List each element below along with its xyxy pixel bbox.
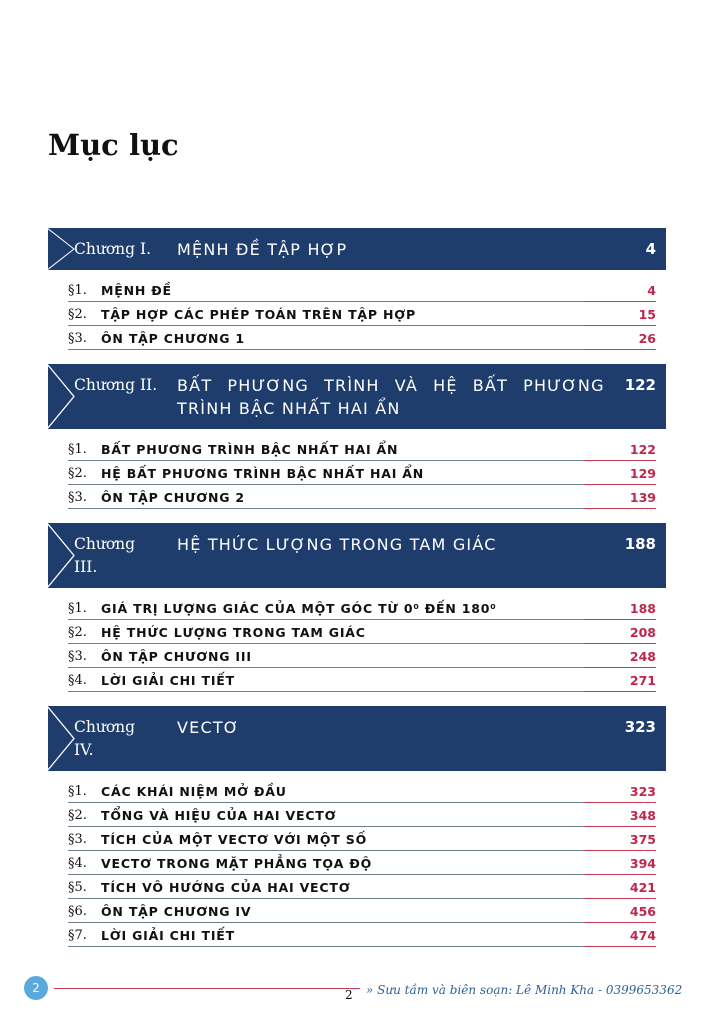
- section-title: MỆNH ĐỀ: [101, 283, 172, 298]
- section-entry[interactable]: [68, 620, 656, 644]
- page-title: Mục lục: [48, 128, 179, 162]
- section-entry[interactable]: [68, 875, 656, 899]
- section-page: 271: [629, 673, 656, 688]
- section-page: 421: [629, 880, 656, 895]
- section-number: §3.: [68, 649, 87, 664]
- chevron-right-icon: [48, 228, 76, 270]
- section-page: 122: [629, 442, 656, 457]
- footer-credit: » Sưu tầm và biên soạn: Lê Minh Kha - 0399653362: [366, 983, 683, 997]
- section-title: ÔN TẬP CHƯƠNG IV: [101, 904, 252, 919]
- section-page: 15: [638, 307, 656, 322]
- section-entry[interactable]: [68, 326, 656, 350]
- section-entry[interactable]: [68, 779, 656, 803]
- chapter-page: 4: [645, 240, 656, 258]
- section-entry[interactable]: [68, 668, 656, 692]
- footer-divider: [54, 988, 360, 989]
- section-page: 139: [629, 490, 656, 505]
- chapter-block: [48, 523, 666, 692]
- section-entry[interactable]: [68, 899, 656, 923]
- chapter-block: [48, 364, 666, 509]
- section-entry[interactable]: [68, 302, 656, 326]
- section-entry[interactable]: [68, 803, 656, 827]
- section-page: 188: [629, 601, 656, 616]
- chapter-page: 188: [624, 535, 656, 553]
- section-title: TÍCH CỦA MỘT VECTƠ VỚI MỘT SỐ: [101, 832, 368, 847]
- section-number: §1.: [68, 283, 87, 298]
- section-title: TÍCH VÔ HƯỚNG CỦA HAI VECTƠ: [101, 880, 351, 895]
- chapter-label: Chương II.: [74, 376, 158, 394]
- section-title: ÔN TẬP CHƯƠNG 1: [101, 331, 245, 346]
- chevron-right-icon: [48, 706, 76, 771]
- chapter-title: VECTƠ: [177, 718, 240, 737]
- section-entry[interactable]: [68, 278, 656, 302]
- section-entry[interactable]: [68, 596, 656, 620]
- section-title: VECTƠ TRONG MẶT PHẲNG TỌA ĐỘ: [101, 856, 373, 871]
- section-number: §5.: [68, 880, 87, 895]
- section-page: 26: [638, 331, 656, 346]
- table-of-contents: [48, 228, 666, 961]
- section-title: CÁC KHÁI NIỆM MỞ ĐẦU: [101, 784, 287, 799]
- section-number: §1.: [68, 784, 87, 799]
- section-page: 208: [629, 625, 656, 640]
- chapter-label: Chương IV.: [74, 718, 136, 759]
- section-title: TẬP HỢP CÁC PHÉP TOÁN TRÊN TẬP HỢP: [101, 307, 416, 322]
- chapter-title: BẤT PHƯƠNG TRÌNH VÀ HỆ BẤT PHƯƠNG TRÌNH BẬC NHẤT HAI ẨN: [177, 376, 605, 418]
- section-page: 4: [647, 283, 656, 298]
- section-number: §2.: [68, 307, 87, 322]
- chapter-heading[interactable]: [48, 523, 666, 588]
- section-list: [48, 588, 666, 692]
- section-number: §6.: [68, 904, 87, 919]
- section-list: [48, 270, 666, 350]
- section-title: GIÁ TRỊ LƯỢNG GIÁC CỦA MỘT GÓC TỪ 0⁰ ĐẾN 180⁰: [101, 601, 497, 616]
- section-entry[interactable]: [68, 437, 656, 461]
- chapter-title: HỆ THỨC LƯỢNG TRONG TAM GIÁC: [177, 535, 497, 554]
- section-title: HỆ BẤT PHƯƠNG TRÌNH BẬC NHẤT HAI ẨN: [101, 466, 425, 481]
- section-title: LỜI GIẢI CHI TIẾT: [101, 673, 235, 688]
- chapter-block: [48, 228, 666, 350]
- section-list: [48, 429, 666, 509]
- section-number: §1.: [68, 442, 87, 457]
- section-number: §2.: [68, 808, 87, 823]
- chapter-heading[interactable]: [48, 228, 666, 270]
- section-entry[interactable]: [68, 485, 656, 509]
- section-title: TỔNG VÀ HIỆU CỦA HAI VECTƠ: [101, 808, 337, 823]
- section-number: §3.: [68, 331, 87, 346]
- section-list: [48, 771, 666, 947]
- section-page: 375: [629, 832, 656, 847]
- chevron-right-icon: [48, 523, 76, 588]
- chapter-page: 122: [624, 376, 656, 394]
- page-badge: 2: [24, 976, 48, 1000]
- section-title: BẤT PHƯƠNG TRÌNH BẬC NHẤT HAI ẨN: [101, 442, 399, 457]
- section-number: §7.: [68, 928, 87, 943]
- section-page: 323: [629, 784, 656, 799]
- section-number: §4.: [68, 673, 87, 688]
- section-page: 348: [629, 808, 656, 823]
- section-number: §3.: [68, 490, 87, 505]
- section-entry[interactable]: [68, 461, 656, 485]
- page-number: 2: [345, 988, 353, 1002]
- section-entry[interactable]: [68, 851, 656, 875]
- section-number: §3.: [68, 832, 87, 847]
- section-page: 248: [629, 649, 656, 664]
- section-number: §2.: [68, 625, 87, 640]
- section-title: LỜI GIẢI CHI TIẾT: [101, 928, 235, 943]
- section-title: HỆ THỨC LƯỢNG TRONG TAM GIÁC: [101, 625, 366, 640]
- section-title: ÔN TẬP CHƯƠNG III: [101, 649, 252, 664]
- section-number: §2.: [68, 466, 87, 481]
- section-page: 456: [629, 904, 656, 919]
- chapter-page: 323: [624, 718, 656, 736]
- chevron-right-icon: [48, 364, 76, 429]
- section-number: §1.: [68, 601, 87, 616]
- chapter-heading[interactable]: [48, 364, 666, 429]
- section-title: ÔN TẬP CHƯƠNG 2: [101, 490, 245, 505]
- chapter-block: [48, 706, 666, 947]
- chapter-label: Chương III.: [74, 535, 136, 576]
- section-entry[interactable]: [68, 644, 656, 668]
- section-page: 474: [629, 928, 656, 943]
- section-entry[interactable]: [68, 923, 656, 947]
- section-number: §4.: [68, 856, 87, 871]
- chapter-heading[interactable]: [48, 706, 666, 771]
- section-page: 129: [629, 466, 656, 481]
- section-page: 394: [629, 856, 656, 871]
- chapter-label: Chương I.: [74, 240, 152, 258]
- section-entry[interactable]: [68, 827, 656, 851]
- chapter-title: MỆNH ĐỀ TẬP HỢP: [177, 240, 348, 259]
